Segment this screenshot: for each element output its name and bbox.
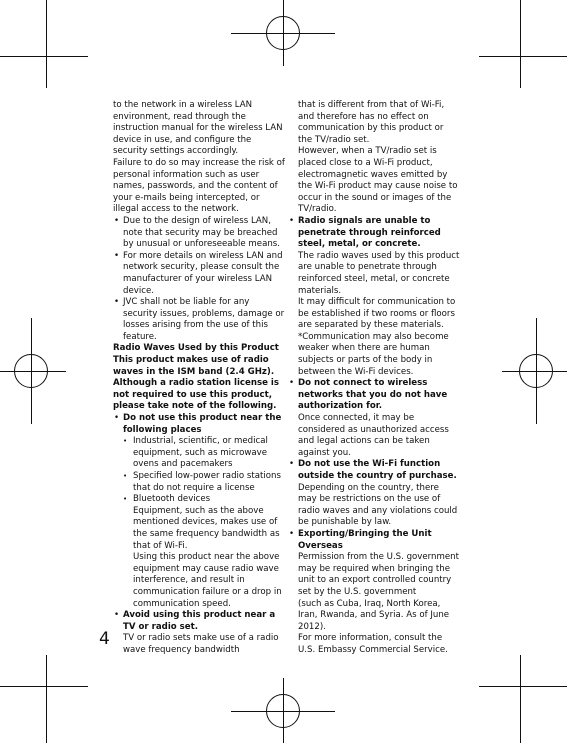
outside-heading: • Do not use the Wi-Fi function outside the country of purchase. (288, 459, 460, 482)
list-item: • JVC shall not be liable for any security issues, problems, damage or losses arising from the use of this feature. (113, 297, 285, 343)
list-item: • For more details on wireless LAN and network security, please consult the manufacturer of your wireless LAN device. (113, 251, 285, 297)
crop-mark (0, 56, 88, 57)
list-item: • Due to the design of wireless LAN, note that security may be breached by unusual or unforeseeable means. (113, 216, 285, 251)
list-item: • Industrial, scientific, or medical equipment, such as microwave ovens and pacemakers (113, 436, 285, 471)
crop-mark (46, 655, 47, 743)
sub-text: Using this product near the above equipment may cause radio wave interference, and result in communication failure or a drop in communication speed. (133, 552, 282, 609)
crop-mark (479, 56, 567, 57)
export-text: (such as Cuba, Iraq, North Korea, Iran, Rwanda, and Syria. As of June 2012). (298, 598, 450, 632)
export-text: Permission from the U.S. government may be required when bringing the unit to an export controlled country set by the U.S. government (298, 552, 459, 597)
crop-mark (520, 0, 521, 88)
radio-heading: Radio Waves Used by this Product This product makes use of radio waves in the ISM band (2.4 GHz). Although a radio station license is not required to use this product, please take note of the following. (113, 343, 279, 412)
crop-mark (520, 655, 521, 743)
crop-mark (46, 0, 47, 88)
export-text: For more information, consult the U.S. Embassy Commercial Service. (298, 633, 448, 655)
near-heading: • Do not use this product near the following places (113, 413, 285, 436)
however-text: However, when a TV/radio set is placed close to a Wi-Fi product, electromagnetic waves emitted by the Wi-Fi product may cause noise to occur in the sound or images of the TV/radio. (298, 146, 458, 215)
avoid-text: TV or radio sets make use of a radio wave frequency bandwidth (123, 633, 279, 655)
export-heading: • Exporting/Bringing the Unit Overseas (288, 529, 460, 552)
signals-text: *Communication may also become weaker when there are human subjects or parts of the body in between the Wi-Fi devices. (298, 331, 449, 377)
signals-text: It may difficult for communication to be established if two rooms or floors are separated by these materials. (298, 297, 456, 331)
list-item: • Bluetooth devices (113, 494, 285, 506)
failure-text: Failure to do so may increase the risk of personal information such as user names, passwords, and the content of your e-mails being intercepted, or illegal access to the network. (113, 157, 285, 215)
avoid-heading: • Avoid using this product near a TV or radio set. (113, 610, 285, 633)
signals-text: The radio waves used by this product are unable to penetrate through reinforced steel, metal, or concrete materials. (298, 250, 460, 296)
connect-heading: • Do not connect to wireless networks that you do not have authorization for. (288, 378, 460, 413)
left-column (113, 100, 285, 657)
signals-heading: • Radio signals are unable to penetrate through reinforced steel, metal, or concrete. (288, 216, 460, 251)
connect-text: Once connected, it may be considered as unauthorized access and legal actions can be taken against you. (298, 413, 449, 458)
registration-mark (231, 711, 335, 712)
registration-mark (231, 33, 335, 34)
registration-mark (0, 371, 66, 372)
page-number: 4 (99, 629, 110, 649)
outside-text: Depending on the country, there may be restrictions on the use of radio waves and any violations could be punishable by law. (298, 482, 458, 528)
intro-text: to the network in a wireless LAN environment, read through the instruction manual for the wireless LAN device in use, and configure the security settings accordingly. (113, 100, 283, 157)
cont-text: that is different from that of Wi-Fi, and therefore has no effect on communication by this product or the TV/radio set. (298, 100, 445, 145)
crop-mark (479, 686, 567, 687)
registration-mark (502, 371, 567, 372)
list-item: • Specified low-power radio stations that do not require a license (113, 471, 285, 494)
sub-text: Equipment, such as the above mentioned devices, makes use of the same frequency bandwidth as that of Wi-Fi. (133, 505, 280, 551)
right-column (288, 100, 460, 657)
crop-mark (0, 686, 88, 687)
